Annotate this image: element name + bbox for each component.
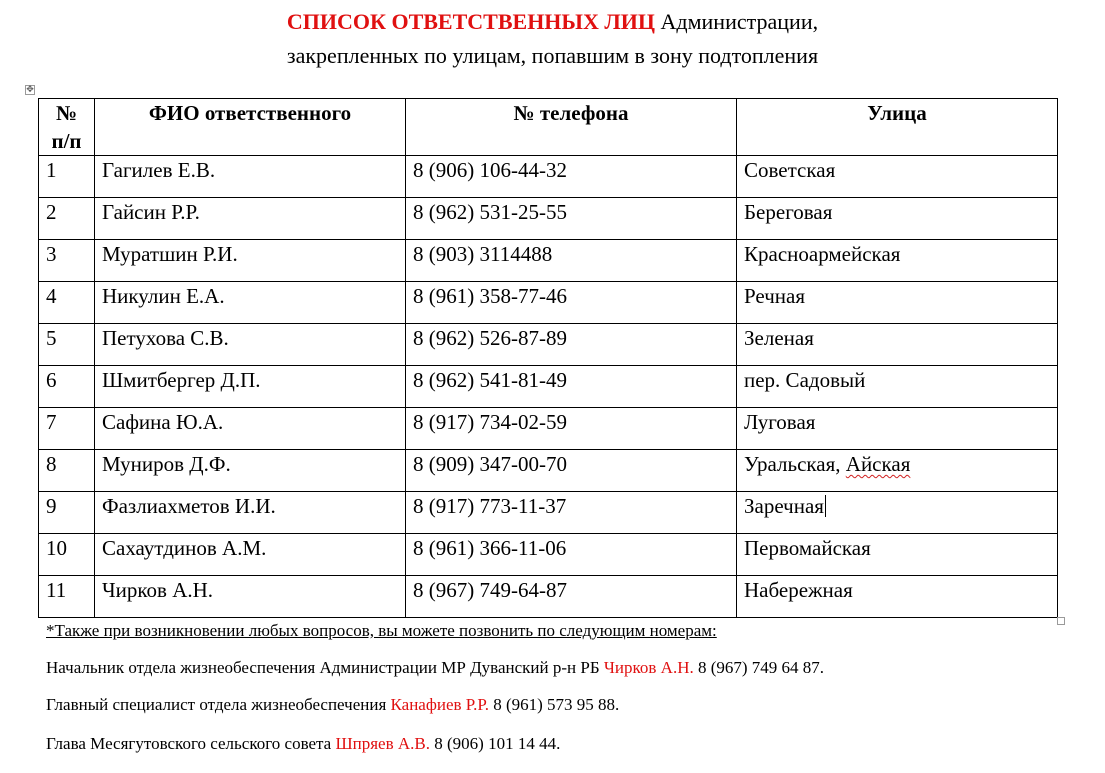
contact-name: Чирков А.Н. [603,658,694,677]
table-resize-icon[interactable] [1057,617,1065,625]
cell-number[interactable]: 7 [39,408,95,450]
cell-name[interactable]: Петухова С.В. [95,324,406,366]
cell-number[interactable]: 8 [39,450,95,492]
table-row [39,324,1058,366]
cell-name[interactable]: Гайсин Р.Р. [95,198,406,240]
header-name[interactable]: ФИО ответственного [95,99,406,156]
cell-phone[interactable]: 8 (961) 366-11-06 [406,534,737,576]
street-text: Заречная [744,494,824,518]
contact-line-head-of-department [46,657,824,679]
table-row [39,492,1058,534]
cell-number[interactable]: 3 [39,240,95,282]
cell-name[interactable]: Муратшин Р.И. [95,240,406,282]
cell-name[interactable]: Гагилев Е.В. [95,156,406,198]
cell-number[interactable]: 6 [39,366,95,408]
cell-number[interactable]: 9 [39,492,95,534]
cell-number[interactable]: 11 [39,576,95,618]
document-subtitle: закрепленных по улицам, попавшим в зону подтопления [286,43,819,68]
cell-name[interactable]: Сахаутдинов А.М. [95,534,406,576]
contact-line-chief-specialist [46,694,619,716]
cell-street[interactable]: пер. Садовый [737,366,1058,408]
spellcheck-underlined-word[interactable]: Айская [845,452,911,476]
table-row [39,576,1058,618]
cell-street[interactable]: Зеленая [737,324,1058,366]
text-cursor [825,495,826,517]
table-row [39,534,1058,576]
contact-phone: 8 (961) 573 95 88. [488,695,620,714]
title-highlight: СПИСОК ОТВЕТСТВЕННЫХ ЛИЦ [286,9,656,34]
cell-street[interactable]: Береговая [737,198,1058,240]
table-row [39,366,1058,408]
contact-position: Главный специалист отдела жизнеобеспечения [46,695,391,714]
cell-number[interactable]: 10 [39,534,95,576]
cell-street[interactable]: Набережная [737,576,1058,618]
table-row [39,408,1058,450]
cell-phone[interactable]: 8 (967) 749-64-87 [406,576,737,618]
header-phone[interactable]: № телефона [406,99,737,156]
table-row [39,282,1058,324]
document-title [0,8,1105,36]
cell-name[interactable]: Сафина Ю.А. [95,408,406,450]
cell-street[interactable]: Советская [737,156,1058,198]
table-move-icon[interactable]: ✥ [26,85,34,95]
cell-phone[interactable]: 8 (962) 541-81-49 [406,366,737,408]
table-header-row [39,99,1058,156]
contact-name: Шпряев А.В. [335,734,430,753]
table-row [39,240,1058,282]
cell-phone[interactable]: 8 (961) 358-77-46 [406,282,737,324]
contact-name: Канафиев Р.Р. [390,695,489,714]
cell-phone[interactable]: 8 (909) 347-00-70 [406,450,737,492]
cell-street[interactable] [737,492,1058,534]
contact-line-council-head [46,733,560,755]
cell-street[interactable]: Первомайская [737,534,1058,576]
contact-phone: 8 (906) 101 14 44. [430,734,561,753]
cell-phone[interactable]: 8 (962) 526-87-89 [406,324,737,366]
cell-name[interactable]: Никулин Е.А. [95,282,406,324]
cell-street[interactable]: Луговая [737,408,1058,450]
cell-street[interactable]: Речная [737,282,1058,324]
cell-phone[interactable]: 8 (917) 734-02-59 [406,408,737,450]
header-number[interactable]: № п/п [39,99,95,156]
responsible-persons-table [38,98,1058,618]
cell-name[interactable]: Шмитбергер Д.П. [95,366,406,408]
contact-position: Глава Месягутовского сельского совета [46,734,336,753]
title-rest: Администрации, [655,9,819,34]
table-row [39,450,1058,492]
footnote: *Также при возникновении любых вопросов, вы можете позвонить по следующим номерам: [46,621,717,640]
cell-phone[interactable]: 8 (903) 3114488 [406,240,737,282]
cell-street[interactable] [737,450,1058,492]
cell-phone[interactable]: 8 (906) 106-44-32 [406,156,737,198]
cell-name[interactable]: Муниров Д.Ф. [95,450,406,492]
table-row [39,156,1058,198]
street-part: Уральская, [744,452,846,476]
cell-number[interactable]: 1 [39,156,95,198]
table-row [39,198,1058,240]
cell-name[interactable]: Фазлиахметов И.И. [95,492,406,534]
cell-number[interactable]: 4 [39,282,95,324]
cell-phone[interactable]: 8 (962) 531-25-55 [406,198,737,240]
header-street[interactable]: Улица [737,99,1058,156]
cell-number[interactable]: 5 [39,324,95,366]
contact-position: Начальник отдела жизнеобеспечения Администрации МР Дуванский р-н РБ [46,658,604,677]
cell-phone[interactable]: 8 (917) 773-11-37 [406,492,737,534]
cell-street[interactable]: Красноармейская [737,240,1058,282]
cell-name[interactable]: Чирков А.Н. [95,576,406,618]
cell-number[interactable]: 2 [39,198,95,240]
contact-phone: 8 (967) 749 64 87. [693,658,825,677]
